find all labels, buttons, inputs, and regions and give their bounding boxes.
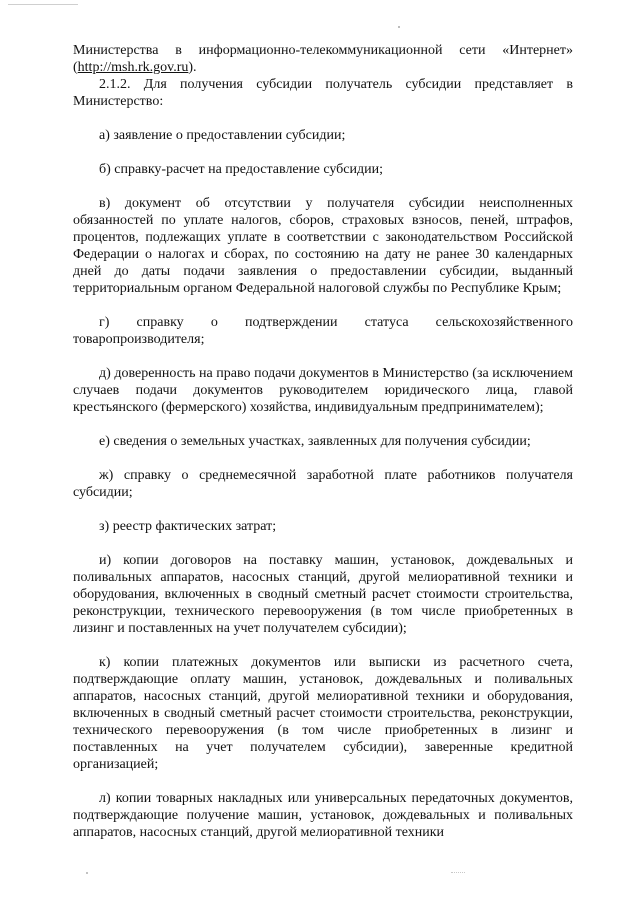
item-z: з) реестр фактических затрат;: [99, 519, 277, 534]
item-d: д) доверенность на право подачи документов в Министерство (за исключением случаев подачи документов руководителем юридического лица, главой крестьянского (фермерского) хозяйства, индивидуальным предпринимателем);: [73, 366, 573, 415]
item-v: в) документ об отсутствии у получателя субсидии неисполненных обязанностей по уплате налогов, сборов, страховых взносов, пеней, штрафов, процентов, подлежащих уплате в соответствии с законодательством Российской Федерации о налогах и сборах, по состоянию на дату не ранее 30 календарных дней до даты подачи заявления о предоставлении субсидии, выданный территориальным органом Федеральной налоговой службы по Республике Крым;: [73, 196, 573, 296]
item-i: и) копии договоров на поставку машин, установок, дождевальных и поливальных аппаратов, насосных станций, другой мелиоративной техники и оборудования, включенных в сводный сметный расчет стоимости строительства, реконструкции, технического перевооружения (в том числе приобретенных в лизинг и поставленных на учет получателем субсидии);: [73, 553, 573, 636]
intro-text: Министерства в информационно-телекоммуникационной сети «Интернет» (: [73, 43, 573, 75]
item-l: л) копии товарных накладных или универсальных передаточных документов, подтверждающие получение машин, установок, дождевальных и поливальных аппаратов, насосных станций, другой мелиоративной техники: [73, 791, 573, 840]
item-e: е) сведения о земельных участках, заявленных для получения субсидии;: [99, 434, 531, 449]
item-zh: ж) справку о среднемесячной заработной плате работников получателя субсидии;: [73, 468, 573, 500]
intro-end: ).: [188, 60, 197, 75]
item-g: г) справку о подтверждении статуса сельскохозяйственного товаропроизводителя;: [73, 315, 573, 347]
item-k: к) копии платежных документов или выписки из расчетного счета, подтверждающие оплату машин, установок, дождевальных и поливальных аппаратов, насосных станций, другой мелиоративной техники и оборудования, включенных в сводный сметный расчет стоимости строительства, реконструкции, технического перевооружения (в том числе приобретенных в лизинг и поставленных на учет получателем субсидии), заверенные кредитной организацией;: [73, 655, 573, 772]
intro-paragraph: [73, 42, 573, 76]
clause-2-1-2: 2.1.2. Для получения субсидии получатель субсидии представляет в Министерство:: [73, 77, 573, 109]
scan-dot: [398, 26, 400, 28]
scan-mark: [8, 4, 78, 5]
document-body: [73, 42, 573, 841]
item-b: б) справку-расчет на предоставление субсидии;: [99, 162, 384, 177]
item-a: а) заявление о предоставлении субсидии;: [99, 128, 346, 143]
ministry-website-link[interactable]: http://msh.rk.gov.ru: [77, 60, 189, 75]
scan-dot: [451, 872, 465, 875]
scan-dot: [86, 872, 88, 874]
